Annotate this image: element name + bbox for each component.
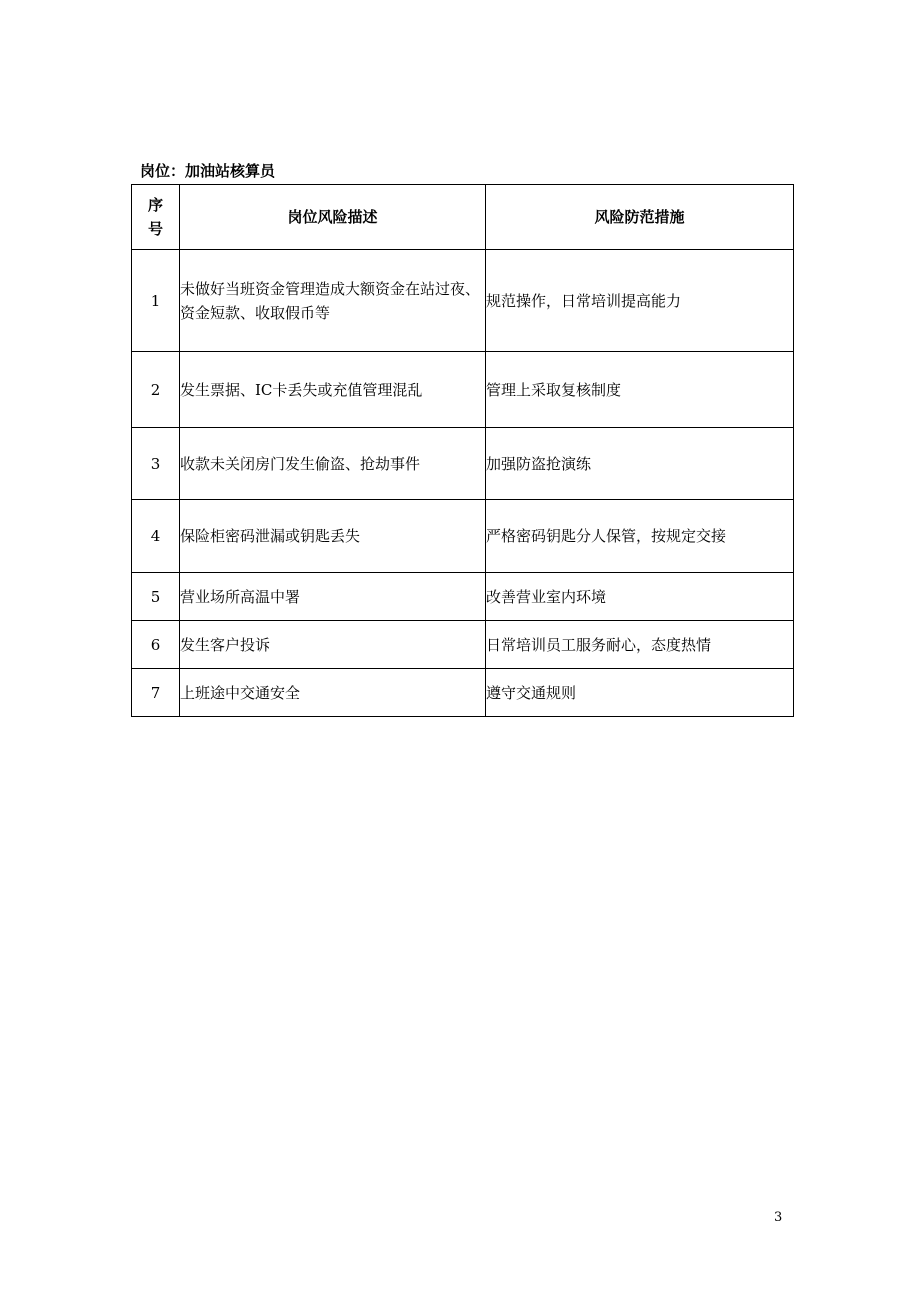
header-no [132,185,180,250]
risk-measure: 遵守交通规则 [486,669,794,717]
risk-measure: 加强防盗抢演练 [486,428,794,500]
risk-description: 收款未关闭房门发生偷盗、抢劫事件 [180,428,486,500]
risk-measure: 改善营业室内环境 [486,573,794,621]
header-no-line1: 序 [147,196,163,214]
risk-measure: 规范操作，日常培训提高能力 [486,250,794,352]
row-number: 1 [132,250,180,352]
risk-description: 上班途中交通安全 [180,669,486,717]
table-row [132,621,794,669]
table-row [132,669,794,717]
risk-measure: 日常培训员工服务耐心，态度热情 [486,621,794,669]
risk-description: 发生客户投诉 [180,621,486,669]
risk-measure: 管理上采取复核制度 [486,352,794,428]
table-row [132,428,794,500]
header-measures: 风险防范措施 [486,185,794,250]
risk-measure: 严格密码钥匙分人保管，按规定交接 [486,500,794,573]
header-description: 岗位风险描述 [180,185,486,250]
risk-description: 营业场所高温中署 [180,573,486,621]
table-row [132,573,794,621]
row-number: 5 [132,573,180,621]
table-row [132,500,794,573]
row-number: 4 [132,500,180,573]
post-title: 岗位：加油站核算员 [140,162,276,180]
risk-description: 发生票据、IC卡丢失或充值管理混乱 [180,352,486,428]
row-number: 7 [132,669,180,717]
risk-table [131,184,794,717]
row-number: 6 [132,621,180,669]
table-row [132,352,794,428]
table-header-row [132,185,794,250]
row-number: 2 [132,352,180,428]
risk-description: 未做好当班资金管理造成大额资金在站过夜、资金短款、收取假币等 [180,250,486,352]
row-number: 3 [132,428,180,500]
page-number: 3 [774,1210,783,1225]
risk-description: 保险柜密码泄漏或钥匙丢失 [180,500,486,573]
header-no-line2: 号 [147,220,163,238]
table-row [132,250,794,352]
